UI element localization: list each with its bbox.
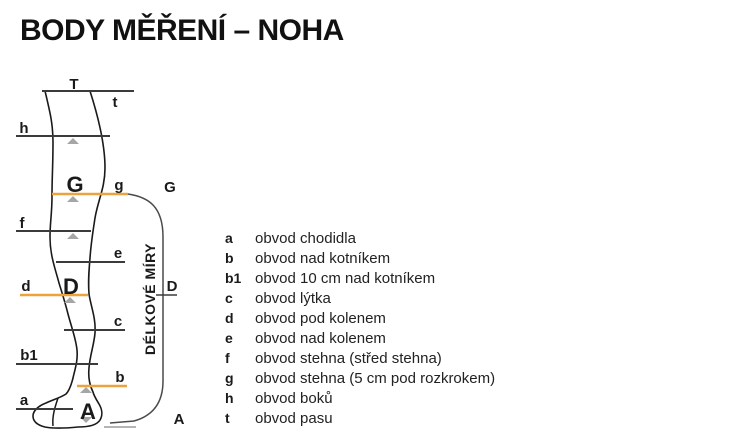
legend-label: obvod 10 cm nad kotníkem (255, 270, 436, 287)
label-D-big: D (63, 274, 79, 299)
label-a: a (19, 392, 29, 409)
legend-label: obvod nad kotníkem (255, 250, 391, 267)
label-g: g (114, 177, 124, 194)
legend-label: obvod stehna (střed stehna) (255, 350, 442, 367)
legend-item-c (225, 288, 545, 308)
label-e: e (113, 245, 123, 262)
bracket-label-A: A (173, 411, 185, 428)
legend-label: obvod pasu (255, 410, 333, 427)
legend-key: h (225, 390, 234, 406)
label-d: d (21, 278, 31, 295)
legend-item-h (225, 388, 545, 408)
bracket-label-D: D (166, 278, 178, 295)
label-t: t (112, 94, 118, 111)
legend-key: d (225, 310, 234, 326)
length-axis-label: DÉLKOVÉ MÍRY (142, 242, 158, 356)
legend-label: obvod stehna (5 cm pod rozkrokem) (255, 370, 496, 387)
legend-label: obvod lýtka (255, 290, 331, 307)
legend-key: c (225, 290, 233, 306)
leg-outline (33, 91, 105, 428)
legend-list (225, 228, 545, 428)
label-c: c (113, 313, 123, 330)
legend-key: b1 (225, 270, 242, 286)
legend-label: obvod pod kolenem (255, 310, 386, 327)
marker-triangle-b (80, 387, 92, 393)
label-G-big: G (66, 172, 84, 197)
legend-item-b (225, 248, 545, 268)
legend-item-f (225, 348, 545, 368)
label-b1: b1 (20, 347, 38, 364)
legend-label: obvod nad kolenem (255, 330, 386, 347)
legend-key: t (225, 410, 230, 426)
legend-key: a (225, 230, 233, 246)
legend-label: obvod chodidla (255, 230, 356, 247)
legend-item-d (225, 308, 545, 328)
label-f: f (19, 215, 25, 232)
legend-item-t (225, 408, 545, 428)
legend-label: obvod boků (255, 390, 333, 407)
legend-key: e (225, 330, 233, 346)
label-A-big: A (80, 399, 96, 424)
legend-item-e (225, 328, 545, 348)
toe-cap-line (53, 398, 58, 426)
bracket-label-G: G (164, 179, 176, 196)
marker-triangle-h (67, 138, 79, 144)
legend-key: f (225, 350, 230, 366)
legend-item-b1 (225, 268, 545, 288)
legend-key: b (225, 250, 234, 266)
legend-item-a (225, 228, 545, 248)
marker-triangle-f (67, 233, 79, 239)
legend-item-g (225, 368, 545, 388)
label-T: T (69, 76, 79, 93)
label-b: b (115, 369, 125, 386)
page-title: BODY MĚŘENÍ – NOHA (20, 14, 344, 47)
legend-key: g (225, 370, 234, 386)
label-h: h (19, 120, 29, 137)
